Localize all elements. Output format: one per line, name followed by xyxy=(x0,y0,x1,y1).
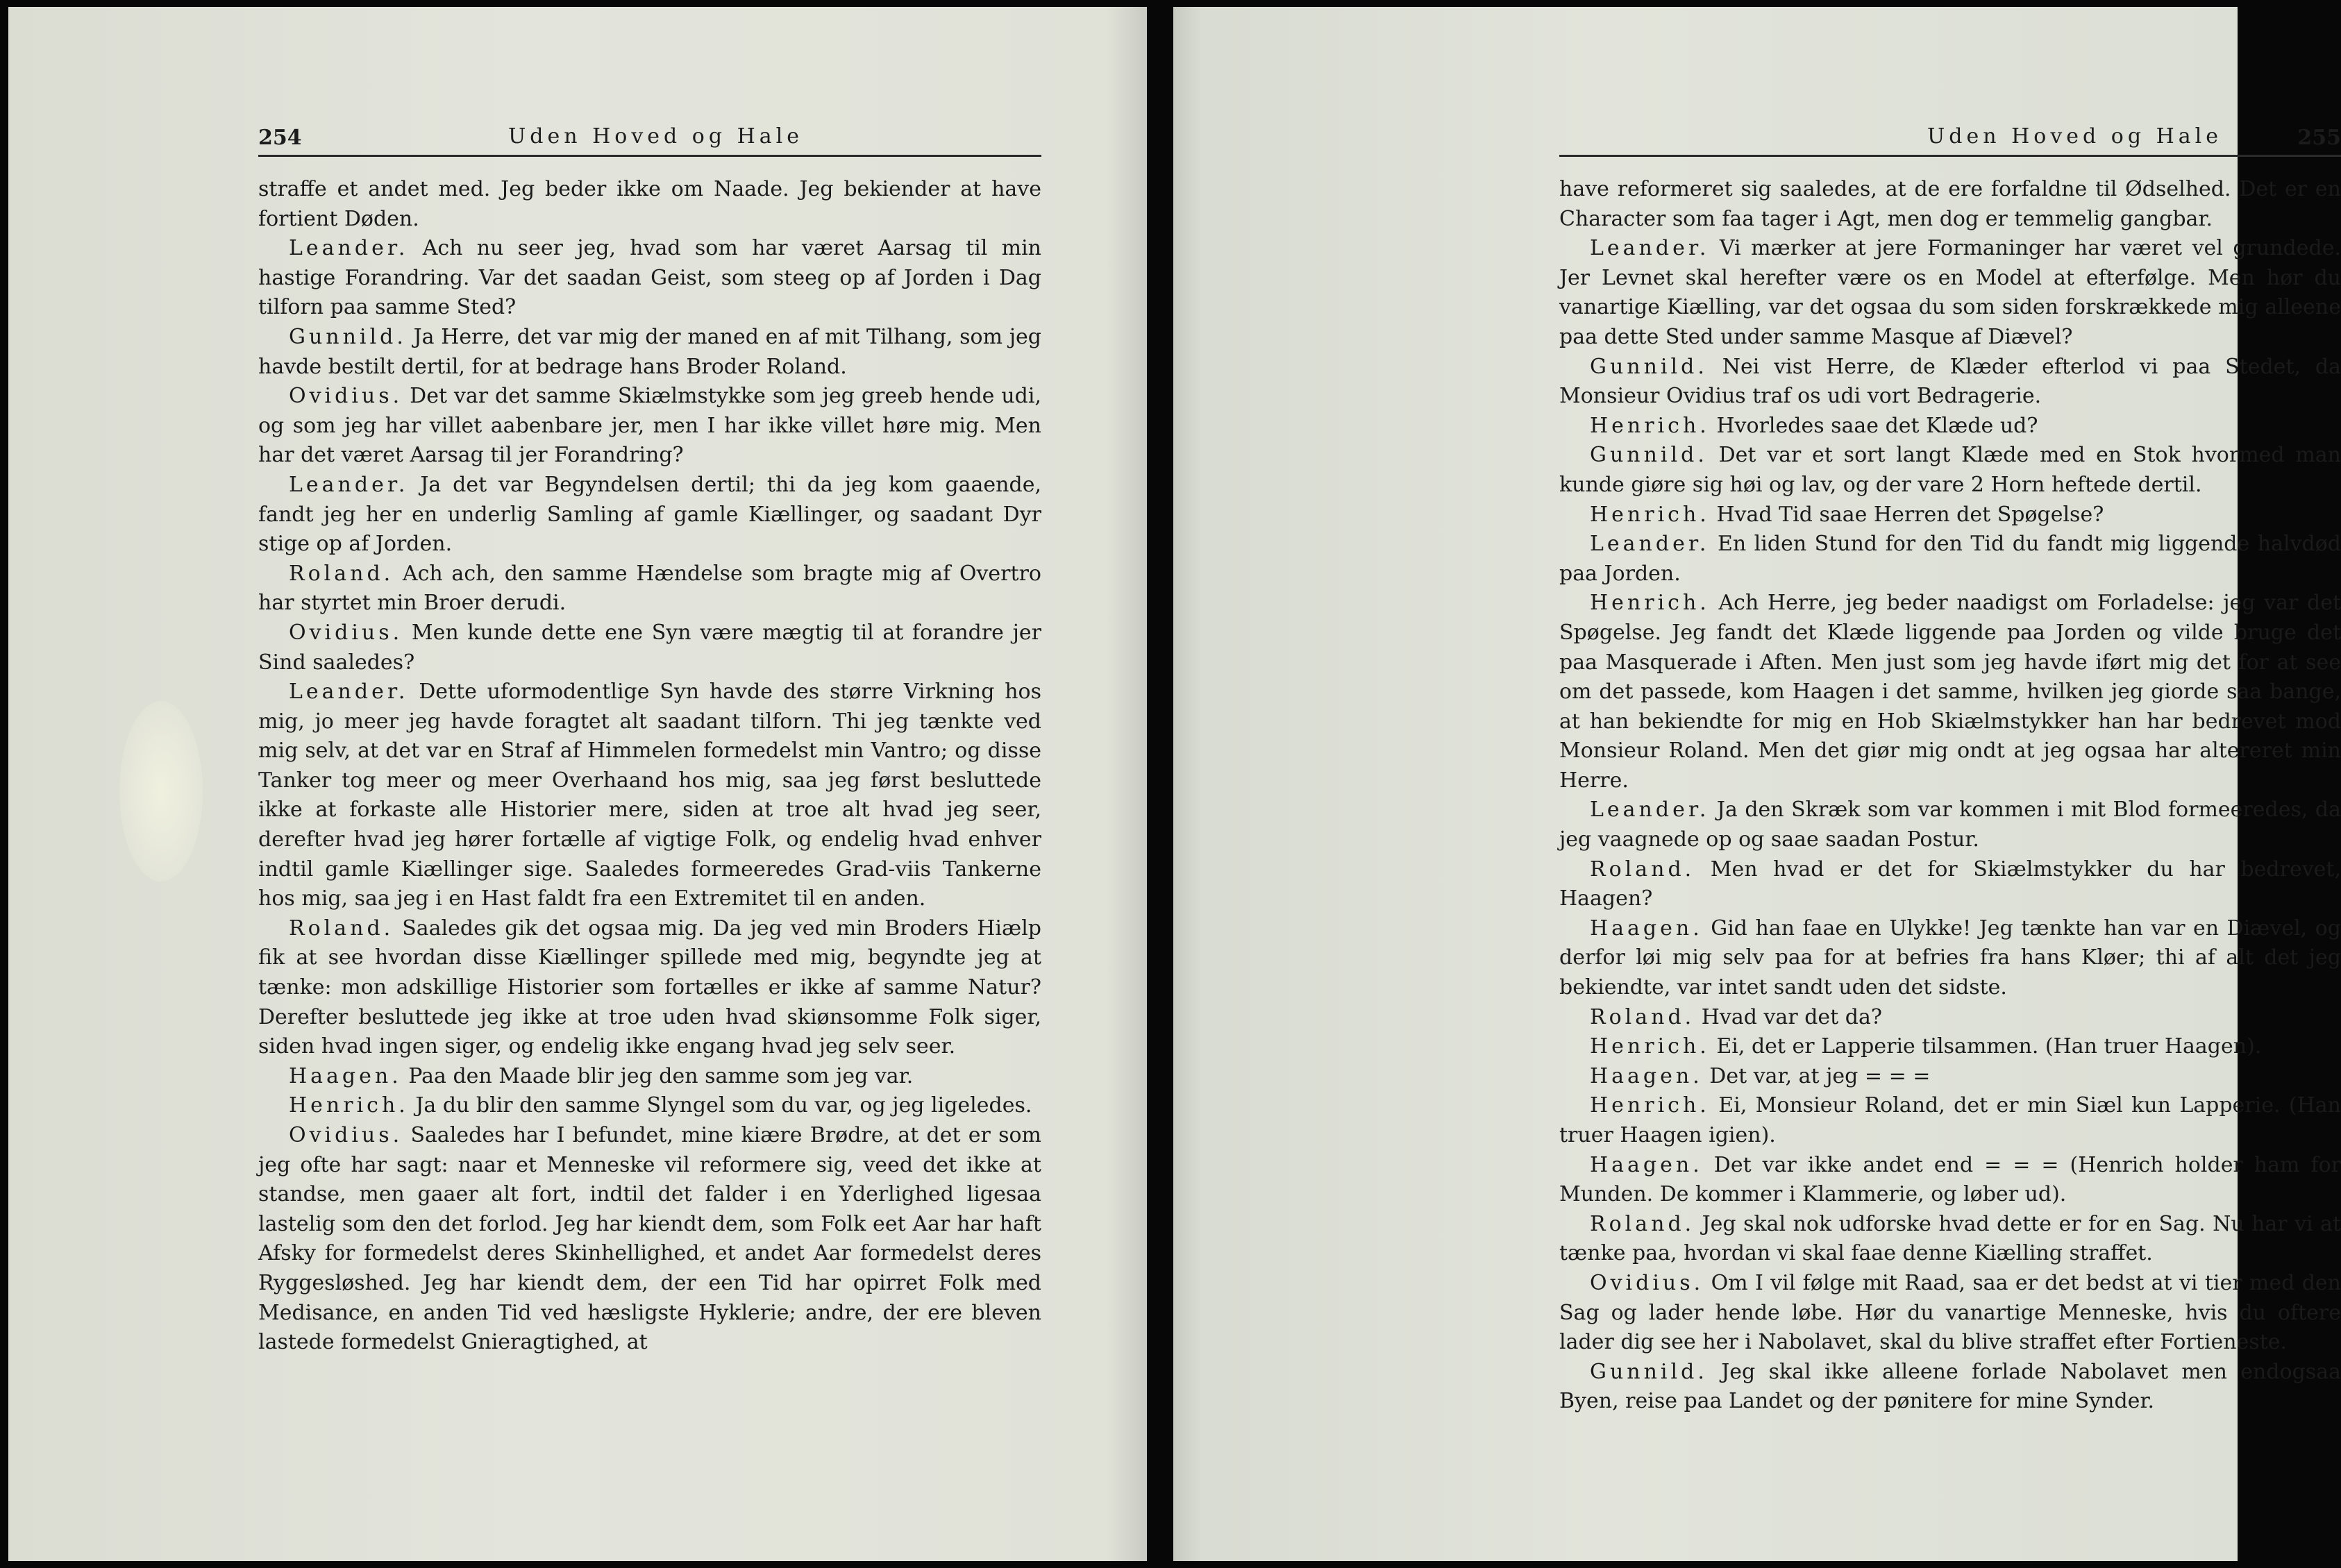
paragraph xyxy=(258,1062,1041,1092)
paragraph xyxy=(1559,441,2341,500)
speaker-name: Leander. xyxy=(1590,532,1710,557)
body-text xyxy=(1559,175,2341,1417)
paragraph xyxy=(1559,353,2341,412)
paragraph xyxy=(258,175,1041,234)
paragraph xyxy=(258,1091,1041,1121)
paragraph-text: Men hvad er det for Skiælmstykker du har bedrevet, Haagen? xyxy=(1559,857,2341,911)
speaker-name: Henrich. xyxy=(1590,1093,1710,1118)
paragraph-text: Hvad Tid saae Herren det Spøgelse? xyxy=(1716,502,2104,527)
paragraph-text: Ja Herre, det var mig der maned en af mit Tilhang, som jeg havde bestilt dertil, for at bedrage hans Broder Roland. xyxy=(258,324,1041,379)
paragraph-text: Om I vil følge mit Raad, saa er det bedst at vi tier med den Sag og lader hende løbe. Hør du vanartige Menneske, hvis du oftere lader dig see her i Nabolavet, skal du blive straffet efter Fortieneste. xyxy=(1559,1270,2341,1355)
speaker-name: Henrich. xyxy=(1590,502,1710,527)
speaker-name: Haagen. xyxy=(1590,916,1703,941)
paragraph-text: Det var, at jeg = = = xyxy=(1709,1063,1931,1088)
speaker-name: Roland. xyxy=(289,916,394,941)
paragraph xyxy=(258,618,1041,677)
paragraph xyxy=(1559,1062,2341,1092)
paragraph-text: Jeg skal ikke alleene forlade Nabolavet men endogsaa Byen, reise paa Landet og der pønitere for mine Synder. xyxy=(1559,1359,2341,1414)
paragraph-text: Hvad var det da? xyxy=(1701,1004,1882,1029)
paragraph xyxy=(1559,234,2341,352)
speaker-name: Leander. xyxy=(1590,798,1710,823)
paragraph-text: Ja du blir den samme Slyngel som du var, og jeg ligeledes. xyxy=(415,1093,1032,1118)
gutter-shadow xyxy=(1173,7,1201,1561)
paragraph xyxy=(1559,175,2341,234)
paragraph xyxy=(1559,1032,2341,1062)
speaker-name: Ovidius. xyxy=(289,1123,403,1147)
gutter-shadow xyxy=(1105,7,1147,1561)
speaker-name: Haagen. xyxy=(1590,1063,1703,1088)
paragraph xyxy=(258,1121,1041,1358)
paragraph-text: Ei, det er Lapperie tilsammen. (Han truer Haagen). xyxy=(1716,1034,2262,1059)
paragraph xyxy=(258,559,1041,618)
speaker-name: Ovidius. xyxy=(289,384,403,409)
paragraph xyxy=(1559,1003,2341,1033)
paragraph xyxy=(1559,1358,2341,1417)
paragraph xyxy=(1559,1151,2341,1210)
paragraph-text: have reformeret sig saaledes, at de ere forfaldne til Ødselhed. Det er en Character som faa tager i Agt, men dog er temmelig gangbar. xyxy=(1559,177,2341,231)
page-number: 254 xyxy=(258,126,302,150)
speaker-name: Roland. xyxy=(289,561,394,586)
paragraph-text: Det var et sort langt Klæde med en Stok hvormed man kunde giøre sig høi og lav, og der vare 2 Horn heftede dertil. xyxy=(1559,443,2341,497)
right-page xyxy=(1173,7,2341,1561)
speaker-name: Gunnild. xyxy=(289,324,407,349)
paragraph-text: Saaledes gik det ogsaa mig. Da jeg ved min Broders Hiælp fik at see hvordan disse Kiællinger spillede med mig, begyndte jeg at tænke: mon adskillige Historier som fortælles er ikke af samme Natur? Derefter besluttede jeg ikke at troe uden hvad skiønsomme Folk siger, siden hvad ingen siger, og endelig ikke engang hvad jeg selv seer. xyxy=(258,916,1041,1059)
paragraph-text: Ach Herre, jeg beder naadigst om Forladelse: jeg var det Spøgelse. Jeg fandt det Klæde liggende paa Jorden og vilde bruge det paa Masquerade i Aften. Men just som jeg havde iført mig det for at see om det passede, kom Haagen i det samme, hvilken jeg giorde saa bange, at han bekiendte for mig en Hob Skiælmstykker han har bedrevet mod Monsieur Roland. Men det giør mig ondt at jeg ogsaa har altereret min Herre. xyxy=(1559,591,2341,793)
speaker-name: Gunnild. xyxy=(1590,1359,1708,1384)
paragraph xyxy=(1559,855,2341,914)
paragraph-text: Ei, Monsieur Roland, det er min Siæl kun Lapperie. (Han truer Haagen igien). xyxy=(1559,1093,2341,1147)
paragraph-text: Ja den Skræk som var kommen i mit Blod formeeredes, da jeg vaagnede op og saae saadan Postur. xyxy=(1559,798,2341,852)
paragraph-text: Ja det var Begyndelsen dertil; thi da jeg kom gaaende, fandt jeg her en underlig Samling af gamle Kiællinger, og saadant Dyr stige op af Jorden. xyxy=(258,472,1041,557)
paragraph xyxy=(1559,795,2341,854)
paragraph xyxy=(1559,1210,2341,1269)
paragraph-text: Nei vist Herre, de Klæder efterlod vi paa Stedet, da Monsieur Ovidius traf os udi vort Bedragerie. xyxy=(1559,354,2341,409)
paragraph-text: Vi mærker at jere Formaninger har været vel grundede. Jer Levnet skal herefter være os en Model at efterfølge. Men hør du vanartige Kiælling, var det ogsaa du som siden forskrækkede mig alleene paa dette Sted under samme Masque af Diævel? xyxy=(1559,236,2341,349)
speaker-name: Roland. xyxy=(1590,1004,1695,1029)
running-head-title: Uden Hoved og Hale xyxy=(1927,124,2222,149)
paragraph xyxy=(1559,1269,2341,1358)
light-glare xyxy=(119,701,203,882)
paragraph xyxy=(258,914,1041,1062)
running-head xyxy=(258,120,1041,157)
speaker-name: Leander. xyxy=(289,236,409,261)
speaker-name: Ovidius. xyxy=(1590,1270,1704,1295)
speaker-name: Ovidius. xyxy=(289,620,403,645)
speaker-name: Henrich. xyxy=(289,1093,409,1118)
speaker-name: Henrich. xyxy=(1590,413,1710,438)
paragraph-text: Ach ach, den samme Hændelse som bragte mig af Overtro har styrtet min Broer derudi. xyxy=(258,561,1041,616)
paragraph-text: Ach nu seer jeg, hvad som har været Aarsag til min hastige Forandring. Var det saadan Geist, som steeg op af Jorden i Dag tilforn paa samme Sted? xyxy=(258,236,1041,320)
paragraph-text: Hvorledes saae det Klæde ud? xyxy=(1716,413,2038,438)
paragraph xyxy=(258,382,1041,471)
paragraph xyxy=(1559,1091,2341,1150)
paragraph-text: straffe et andet med. Jeg beder ikke om Naade. Jeg bekiender at have fortient Døden. xyxy=(258,177,1041,231)
paragraph-text: Dette uformodentlige Syn havde des større Virkning hos mig, jo meer jeg havde foragtet alt saadant tilforn. Thi jeg tænkte ved mig selv, at det var en Straf af Himmelen formedelst min Vantro; og disse Tanker tog meer og meer Overhaand hos mig, saa jeg først besluttede ikke at forkaste alle Historier mere, siden at troe alt hvad jeg seer, derefter hvad jeg hører fortælle af vigtige Folk, og endelig hvad enhver indtil gamle Kiællinger sige. Saaledes formeeredes Grad-viis Tankerne hos mig, saa jeg i en Hast faldt fra een Extremitet til en anden. xyxy=(258,680,1041,911)
speaker-name: Leander. xyxy=(289,472,409,497)
speaker-name: Leander. xyxy=(289,680,409,705)
running-head-title: Uden Hoved og Hale xyxy=(508,124,803,149)
paragraph xyxy=(258,677,1041,914)
paragraph-text: Saaledes har I befundet, mine kiære Brødre, at det er som jeg ofte har sagt: naar et Menneske vil reformere sig, veed det ikke at standse, men gaaer alt fort, indtil det falder i en Yderlighed ligesaa lastelig som den det forlod. Jeg har kiendt dem, som Folk eet Aar har haft Afsky for formedelst deres Skinhellighed, et andet Aar formedelst deres Ryggesløshed. Jeg har kiendt dem, der een Tid har opirret Folk med Medisance, en anden Tid ved hæsligste Hyklerie; andre, der ere bleven lastede formedelst Gnieragtighed, at xyxy=(258,1123,1041,1355)
paragraph-text: Men kunde dette ene Syn være mægtig til at forandre jer Sind saaledes? xyxy=(258,620,1041,675)
paragraph-text: Det var ikke andet end = = = (Henrich holder ham for Munden. De kommer i Klammerie, og løber ud). xyxy=(1559,1152,2341,1207)
running-head xyxy=(1559,120,2341,157)
paragraph xyxy=(258,234,1041,323)
speaker-name: Gunnild. xyxy=(1590,354,1708,379)
speaker-name: Roland. xyxy=(1590,1211,1695,1236)
speaker-name: Gunnild. xyxy=(1590,443,1708,468)
paragraph-text: Gid han faae en Ulykke! Jeg tænkte han var en Diævel, og derfor løi mig selv paa for at befries fra hans Kløer; thi af alt det jeg bekiendte, var intet sandt uden det sidste. xyxy=(1559,916,2341,1000)
paragraph-text: Jeg skal nok udforske hvad dette er for en Sag. Nu har vi at tænke paa, hvordan vi skal faae denne Kiælling straffet. xyxy=(1559,1211,2341,1266)
paragraph xyxy=(1559,914,2341,1003)
paragraph-text: Paa den Maade blir jeg den samme som jeg var. xyxy=(408,1063,914,1088)
speaker-name: Haagen. xyxy=(1590,1152,1703,1177)
speaker-name: Leander. xyxy=(1590,236,1710,261)
speaker-name: Henrich. xyxy=(1590,1034,1710,1059)
paragraph-text: En liden Stund for den Tid du fandt mig liggende halvdød paa Jorden. xyxy=(1559,532,2341,586)
page-number: 255 xyxy=(2297,126,2341,150)
speaker-name: Haagen. xyxy=(289,1063,402,1088)
paragraph xyxy=(1559,589,2341,795)
paragraph-text: Det var det samme Skiælmstykke som jeg greeb hende udi, og som jeg har villet aabenbare jer, men I har ikke villet høre mig. Men har det været Aarsag til jer Forandring? xyxy=(258,384,1041,468)
speaker-name: Roland. xyxy=(1590,857,1695,882)
speaker-name: Henrich. xyxy=(1590,591,1710,616)
paragraph xyxy=(1559,500,2341,530)
paragraph xyxy=(1559,412,2341,441)
paragraph xyxy=(1559,530,2341,589)
paragraph xyxy=(258,323,1041,382)
left-page xyxy=(8,7,1147,1561)
paragraph xyxy=(258,471,1041,559)
body-text xyxy=(258,175,1041,1358)
